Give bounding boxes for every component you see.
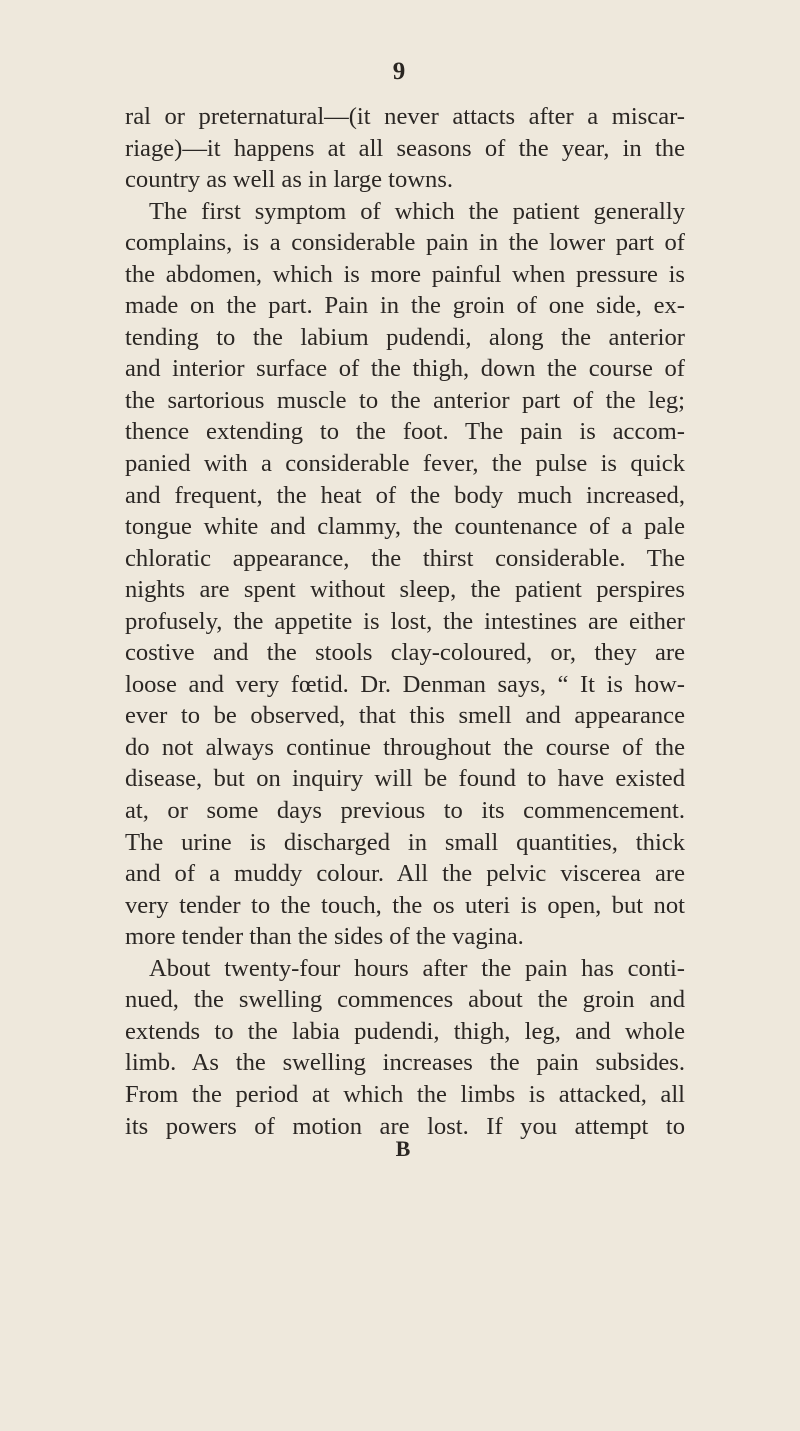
text-line: panied with a considerable fever, the pulse is quick xyxy=(125,450,685,478)
text-line: disease, but on inquiry will be found to have existed xyxy=(125,765,685,793)
text-line: chloratic appearance, the thirst considerable. The xyxy=(125,544,685,572)
text-line: do not always continue throughout the course of the xyxy=(125,733,685,761)
text-line: the sartorious muscle to the anterior part of the leg; xyxy=(125,386,685,414)
text-line: riage)—it happens at all seasons of the year, in the xyxy=(125,134,685,162)
text-line: country as well as in large towns. xyxy=(125,166,454,194)
text-line: tending to the labium pudendi, along the anterior xyxy=(125,323,685,351)
text-line: tongue white and clammy, the countenance of a pale xyxy=(125,513,685,541)
text-line: thence extending to the foot. The pain is accom- xyxy=(125,418,685,446)
text-line: and of a muddy colour. All the pelvic viscerea are xyxy=(125,860,685,888)
text-line: limb. As the swelling increases the pain subsides. xyxy=(125,1049,685,1077)
text-line: extends to the labia pudendi, thigh, leg, and whole xyxy=(125,1017,685,1045)
text-line: loose and very fœtid. Dr. Denman says, “ It is how- xyxy=(125,670,685,698)
printer-signature-mark: B xyxy=(395,1136,411,1161)
text-line: The urine is discharged in small quantities, thick xyxy=(125,828,685,856)
text-line: nued, the swelling commences about the groin and xyxy=(125,986,685,1014)
text-line: From the period at which the limbs is attacked, all xyxy=(125,1080,685,1108)
text-line: very tender to the touch, the os uteri is open, but not xyxy=(125,891,685,919)
body-text xyxy=(125,101,685,1142)
text-line: the abdomen, which is more painful when pressure is xyxy=(125,260,685,288)
text-line: ral or preternatural—(it never attacts after a miscar- xyxy=(125,103,685,130)
text-line: and interior surface of the thigh, down the course of xyxy=(125,355,685,383)
text-line: more tender than the sides of the vagina. xyxy=(125,923,524,951)
text-line: ever to be observed, that this smell and appearance xyxy=(125,702,685,730)
paragraph-start-line: About twenty-four hours after the pain has conti- xyxy=(149,954,685,982)
text-line: profusely, the appetite is lost, the intestines are either xyxy=(125,607,685,635)
text-line: costive and the stools clay-coloured, or, they are xyxy=(125,639,685,667)
paragraph-start-line: The first symptom of which the patient generally xyxy=(149,197,685,225)
text-line: complains, is a considerable pain in the lower part of xyxy=(125,229,685,257)
page-number: 9 xyxy=(392,58,406,85)
text-line: made on the part. Pain in the groin of one side, ex- xyxy=(125,292,685,320)
text-line: its powers of motion are lost. If you attempt to xyxy=(125,1112,685,1140)
text-line: at, or some days previous to its commencement. xyxy=(125,797,685,825)
text-line: and frequent, the heat of the body much increased, xyxy=(125,481,685,509)
text-line: nights are spent without sleep, the patient perspires xyxy=(125,576,685,604)
